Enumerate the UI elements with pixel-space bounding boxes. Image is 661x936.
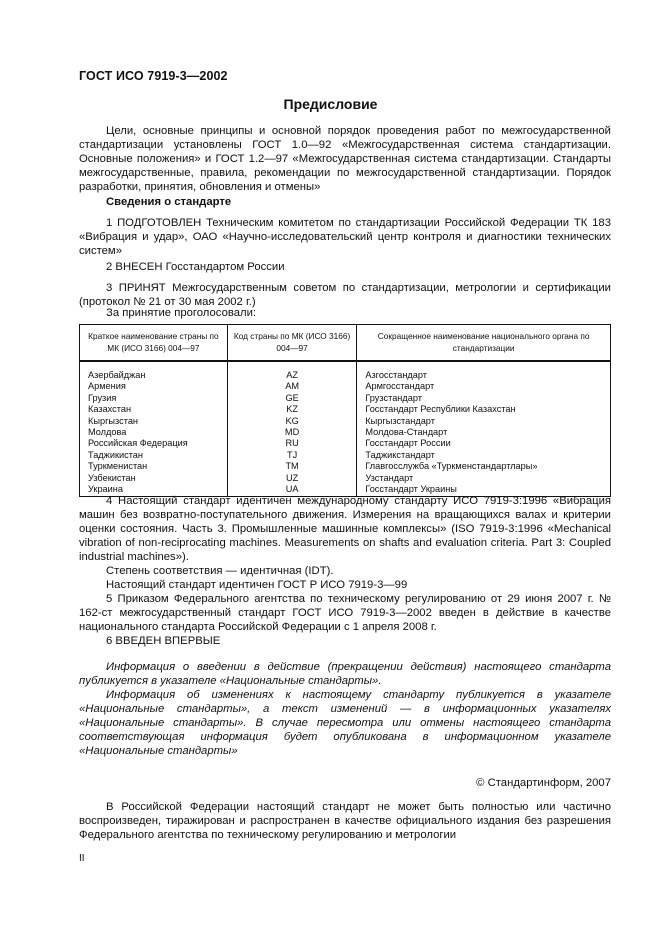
country-code: AM [227,381,357,392]
standards-body: Молдова-Стандарт [357,427,611,438]
table-row [80,461,611,472]
country-name: Украина [80,484,228,497]
info-paragraph-2: Информация об изменениях к настоящему стандарту публикуется в указателе «Национальные стандарты», а текст изменений — в информационных указателях «Национальные стандарты». В случае пересмотра или отмены настоящего стандарта соответствующая информация будет опубликована в информационном указателе «Национальные стандарты» [79,689,611,757]
table-row [80,404,611,415]
country-code: KZ [227,404,357,415]
item-4-degree: Степень соответствия — идентичная (IDT). [106,565,334,577]
item-2 [79,260,611,274]
country-code: TM [227,461,357,472]
page-number: II [79,853,85,864]
item-5-text: 5 Приказом Федерального агентства по техническому регулированию от 29 июня 2007 г. № 162-ст межгосударственный стандарт ГОСТ ИСО 7919-3—2002 введен в действие в качестве национального стандарта Российской Федерации с 1 апреля 2008 г. [79,593,611,633]
item-3-text: 3 ПРИНЯТ Межгосударственным советом по стандартизации, метрологии и сертификации (протокол № 21 от 30 мая 2002 г.) [79,282,611,308]
table-row [80,393,611,404]
page-title: Предисловие [283,96,378,112]
item-4-text: 4 Настоящий стандарт идентичен международному стандарту ИСО 7919-3:1996 «Вибрация машин без возвратно-поступательного движения. Измерения на вращающихся валах и критерии оценки состояния. Часть 3. Промышленные машинные комплексы» (ISO 7919-3:1996 «Mechanical vibration of non-reciprocating machines. Measurements on shafts and evaluation criteria. Part 3: Coupled industrial machines»). [79,495,611,563]
country-name: Грузия [80,393,228,404]
column-header-body: Сокращенное наименование национального органа по стандартизации [357,325,611,362]
country-name: Таджикистан [80,450,228,461]
copyright-notice: © Стандартинформ, 2007 [476,777,611,789]
country-name: Молдова [80,427,228,438]
country-name: Туркменистан [80,461,228,472]
standard-code-header: ГОСТ ИСО 7919-3—2002 [79,69,228,83]
table-row [80,473,611,484]
voted-label [79,306,611,320]
standards-body: Таджикстандарт [357,450,611,461]
section-heading: Сведения о стандарте [106,196,232,208]
country-code: GE [227,393,357,404]
country-name: Российская Федерация [80,438,228,449]
column-header-country: Краткое наименование страны по МК (ИСО 3166) 004—97 [80,325,228,362]
country-code: TJ [227,450,357,461]
table-row [80,381,611,392]
item-3 [79,281,611,309]
voting-countries-table [79,324,611,497]
reproduction-text: В Российской Федерации настоящий стандарт не может быть полностью или частично воспроизведен, тиражирован и распространен в качестве официального издания без разрешения Федерального агентства по техническому регулированию и метрологии [79,801,611,841]
column-header-code: Код страны по МК (ИСО 3166) 004—97 [227,325,357,362]
intro-paragraph [79,124,611,194]
country-name: Казахстан [80,404,228,415]
publication-info [79,660,611,758]
standards-body: Госстандарт Украины [357,484,611,497]
table-header-row [80,325,611,362]
table-row [80,416,611,427]
standards-body: Госстандарт России [357,438,611,449]
country-code: MD [227,427,357,438]
country-name: Кыргызстан [80,416,228,427]
country-name: Узбекистан [80,473,228,484]
voted-text: За принятие проголосовали: [106,307,257,319]
standards-body: Кыргызстандарт [357,416,611,427]
standards-body: Азгосстандарт [357,361,611,381]
item-2-text: 2 ВНЕСЕН Госстандартом России [106,261,285,273]
item-1-text: 1 ПОДГОТОВЛЕН Техническим комитетом по стандартизации Российской Федерации ТК 183 «Вибрация и удар», ОАО «Научно-исследовательский центр контроля и диагностики технических систем» [79,217,611,257]
country-code: AZ [227,361,357,381]
standards-body: Узстандарт [357,473,611,484]
country-name: Азербайджан [80,361,228,381]
intro-text: Цели, основные принципы и основной порядок проведения работ по межгосударственной стандартизации установлены ГОСТ 1.0—92 «Межгосударственная система стандартизации. Основные положения» и ГОСТ 1.2—97 «Межгосударственная система стандартизации. Стандарты межгосударственные, правила, рекомендации по межгосударственной стандартизации. Порядок разработки, принятия, обновления и отмены» [79,125,611,193]
item-5 [79,592,611,634]
country-code: RU [227,438,357,449]
table-row [80,438,611,449]
standard-info-section [79,195,611,209]
country-code: UZ [227,473,357,484]
item-6 [79,634,611,648]
item-1 [79,216,611,258]
standards-body: Главгосслужба «Туркменстандартлары» [357,461,611,472]
country-code: UA [227,484,357,497]
standards-body: Армгосстандарт [357,381,611,392]
info-paragraph-1: Информация о введении в действие (прекращении действия) настоящего стандарта публикуется в указателе «Национальные стандарты». [79,661,611,687]
table-row [80,450,611,461]
country-name: Армения [80,381,228,392]
table-row [80,427,611,438]
item-4 [79,494,611,592]
table-row [80,361,611,381]
country-code: KG [227,416,357,427]
standards-body: Грузстандарт [357,393,611,404]
standards-body: Госстандарт Республики Казахстан [357,404,611,415]
item-4-identical: Настоящий стандарт идентичен ГОСТ Р ИСО 7919-3—99 [106,579,408,591]
reproduction-notice [79,800,611,842]
item-6-text: 6 ВВЕДЕН ВПЕРВЫЕ [106,635,221,647]
